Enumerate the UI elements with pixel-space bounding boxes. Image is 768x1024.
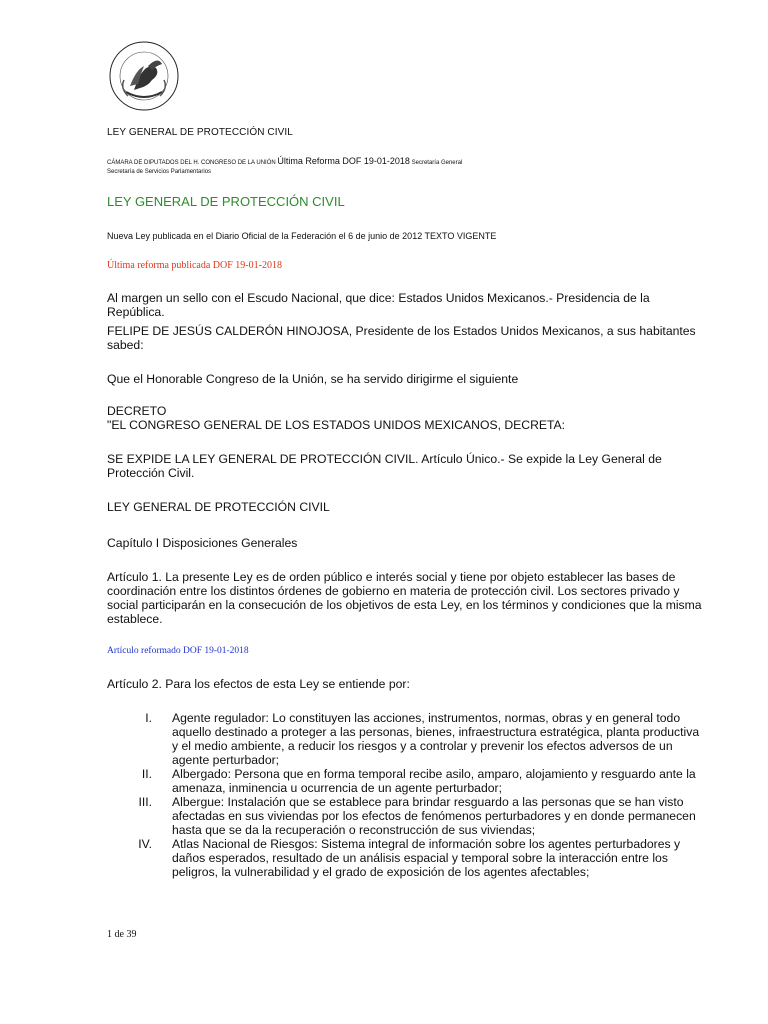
list-item-text: Albergado: Persona que en forma temporal recibe asilo, amparo, alojamiento y resguardo ante la amenaza, inminencia u ocurrencia de un agente perturbador; (172, 767, 696, 795)
list-item-text: Albergue: Instalación que se establece para brindar resguardo a las personas que se han visto afectadas en sus viviendas por los efectos de fenómenos perturbadores y en donde permanecen hasta que se da la recuperación o reconstrucción de sus viviendas; (172, 795, 696, 837)
page-number: 1 de 39 (107, 929, 137, 940)
list-item-text: Atlas Nacional de Riesgos: Sistema integral de información sobre los agentes perturbadores y daños esperados, resultado de un análisis espacial y temporal sobre la interacción entre los peligros, la vulnerabilidad y el grado de exposición de los agentes afectables; (172, 837, 681, 879)
paragraph-president: FELIPE DE JESÚS CALDERÓN HINOJOSA, Presidente de los Estados Unidos Mexicanos, a sus habitantes sabed: (107, 324, 696, 352)
header-chamber: CÁMARA DE DIPUTADOS DEL H. CONGRESO DE LA UNIÓN (107, 160, 276, 166)
article-1: Artículo 1. La presente Ley es de orden público e interés social y tiene por objeto establecer las bases de coordinación entre los distintos órdenes de gobierno en materia de protección civil. Los sectores privado y social participarán en la consecución de los objetivos de esta Ley, en los términos y condiciones que la misma establece. (107, 570, 702, 626)
header-services: Secretaría de Servicios Parlamentarios (107, 169, 212, 175)
decree-statement: "EL CONGRESO GENERAL DE LOS ESTADOS UNIDOS MEXICANOS, DECRETA: (107, 418, 566, 432)
list-item (107, 711, 707, 767)
article-2: Artículo 2. Para los efectos de esta Ley se entiende por: (107, 677, 410, 691)
running-title: LEY GENERAL DE PROTECCIÓN CIVIL (107, 127, 293, 138)
decree-heading: DECRETO (107, 404, 167, 418)
list-item (107, 767, 707, 795)
article-1-reform-note: Artículo reformado DOF 19-01-2018 (107, 646, 249, 656)
list-item-number: IV. (138, 837, 152, 851)
list-item-number: II. (141, 767, 152, 781)
definitions-list (107, 711, 707, 879)
main-title: LEY GENERAL DE PROTECCIÓN CIVIL (107, 194, 345, 209)
list-item-number: III. (138, 795, 152, 809)
chapter-title: Capítulo I Disposiciones Generales (107, 536, 298, 550)
document-header (107, 157, 462, 177)
list-item (107, 795, 707, 837)
paragraph-expide: SE EXPIDE LA LEY GENERAL DE PROTECCIÓN CIVIL. Artículo Único.- Se expide la Ley General de Protección Civil. (107, 452, 662, 480)
decree-block (107, 404, 707, 432)
national-seal-logo (104, 40, 184, 112)
header-reform: Última Reforma DOF 19-01-2018 (277, 156, 410, 166)
list-item-number: I. (145, 711, 152, 725)
header-secretary: Secretaría General (411, 160, 463, 166)
last-reform-note: Última reforma publicada DOF 19-01-2018 (107, 260, 282, 271)
paragraph-seal: Al margen un sello con el Escudo Nacional, que dice: Estados Unidos Mexicanos.- Presidencia de la República. (107, 291, 650, 319)
publication-note: Nueva Ley publicada en el Diario Oficial de la Federación el 6 de junio de 2012 TEXTO VIGENTE (107, 231, 497, 241)
paragraph-congress: Que el Honorable Congreso de la Unión, se ha servido dirigirme el siguiente (107, 372, 519, 386)
list-item (107, 837, 707, 879)
law-title: LEY GENERAL DE PROTECCIÓN CIVIL (107, 500, 330, 514)
list-item-text: Agente regulador: Lo constituyen las acciones, instrumentos, normas, obras y en general todo aquello destinado a proteger a las personas, bienes, infraestructura estratégica, planta productiva y el medio ambiente, a reducir los riesgos y a controlar y prevenir los efectos adversos de un agente perturbador; (172, 711, 700, 767)
